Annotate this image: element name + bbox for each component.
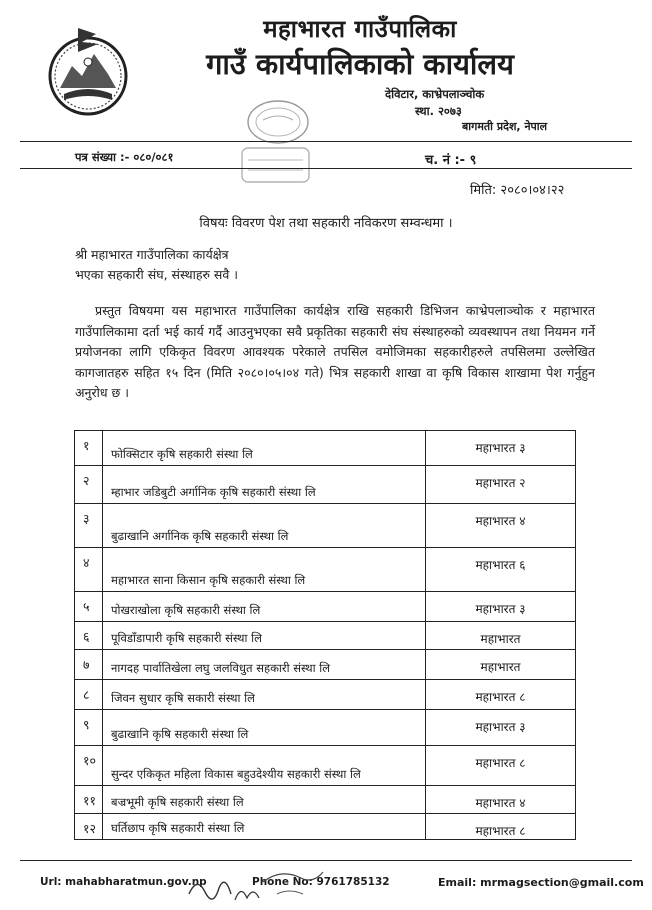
row-number: ११ bbox=[75, 786, 103, 813]
cooperative-name: बुढाखानि अर्गानिक कृषि सहकारी संस्था लि bbox=[103, 504, 426, 547]
cooperative-name: पोखराखोला कृषि सहकारी संस्था लि bbox=[103, 592, 426, 621]
cooperative-name: सुन्दर एकिकृत महिला विकास बहुउदेश्यीय सहकारी संस्था लि bbox=[103, 746, 426, 785]
table-row bbox=[75, 745, 575, 785]
footer-email[interactable]: Email: mrmagsection@gmail.com bbox=[438, 876, 644, 889]
ward-location: महाभारत bbox=[480, 632, 521, 646]
ward-location: महाभारत ४ bbox=[475, 514, 526, 528]
handwritten-signature-icon bbox=[185, 864, 330, 908]
ward-location: महाभारत ४ bbox=[475, 796, 526, 810]
letter-date: मिति: २०८०।०४।२२ bbox=[470, 183, 565, 198]
header-bottom-divider bbox=[20, 168, 632, 169]
footer-url[interactable]: Url: mahabharatmun.gov.np bbox=[40, 876, 207, 888]
row-number: ८ bbox=[75, 680, 103, 709]
letter-number: पत्र संख्या :- ०८०/०८१ bbox=[75, 150, 174, 164]
office-name: गाउँ कार्यपालिकाको कार्यालय bbox=[206, 47, 514, 81]
ward-location: महाभारत २ bbox=[475, 476, 526, 490]
cooperative-name: फोक्सिटार कृषि सहकारी संस्था लि bbox=[103, 431, 426, 465]
table-row bbox=[75, 621, 575, 649]
ward-location: महाभारत ८ bbox=[475, 824, 526, 838]
cooperative-name: नागदह पार्वातिखेला लघु जलविधुत सहकारी संस्था लि bbox=[103, 650, 426, 679]
table-row bbox=[75, 591, 575, 621]
nepal-emblem-icon bbox=[42, 18, 134, 122]
chalani-number: च. नं :- ९ bbox=[425, 153, 477, 168]
table-row bbox=[75, 503, 575, 547]
table-row bbox=[75, 547, 575, 591]
footer-divider bbox=[20, 860, 632, 861]
letter-subject: विषयः विवरण पेश तथा सहकारी नविकरण सम्वन्धमा । bbox=[199, 216, 453, 231]
row-number: १ bbox=[75, 431, 103, 465]
ward-location: महाभारत ३ bbox=[475, 720, 526, 734]
table-row bbox=[75, 649, 575, 679]
table-row bbox=[75, 785, 575, 813]
footer-phone: Phone No: 9761785132 bbox=[252, 876, 390, 888]
office-stamp-icon bbox=[243, 98, 313, 146]
cooperative-name: घर्तिछाप कृषि सहकारी संस्था लि bbox=[103, 814, 426, 839]
table-row bbox=[75, 709, 575, 745]
province-label: बागमती प्रदेश, नेपाल bbox=[462, 120, 548, 133]
cooperative-name: पूविडाँडापारी कृषि सहकारी संस्था लि bbox=[103, 622, 426, 649]
address-line-1: देविटार, काभ्रेपलाञ्चोक bbox=[385, 87, 485, 101]
table-row bbox=[75, 431, 575, 465]
ward-location: महाभारत bbox=[480, 660, 521, 674]
ward-location: महाभारत ३ bbox=[475, 441, 526, 455]
row-number: १२ bbox=[75, 814, 103, 839]
cooperative-name: म्हाभार जडिबुटी अर्गानिक कृषि सहकारी संस्था लि bbox=[103, 466, 426, 503]
recipient-line-1: श्री महाभारत गाउँपालिका कार्यक्षेत्र bbox=[75, 247, 229, 262]
cooperative-name: जिवन सुधार कृषि सकारी संस्था लि bbox=[103, 680, 426, 709]
ward-location: महाभारत ८ bbox=[475, 690, 526, 704]
row-number: ९ bbox=[75, 710, 103, 745]
ward-location: महाभारत ६ bbox=[475, 558, 526, 572]
table-row bbox=[75, 813, 575, 839]
cooperatives-table bbox=[74, 430, 576, 840]
municipality-name: महाभारत गाउँपालिका bbox=[263, 15, 457, 43]
address-line-2: स्था. २०७३ bbox=[415, 104, 462, 118]
row-number: ७ bbox=[75, 650, 103, 679]
table-row bbox=[75, 465, 575, 503]
table-row bbox=[75, 679, 575, 709]
cooperative-name: बज्रभूमी कृषि सहकारी संस्था लि bbox=[103, 786, 426, 813]
row-number: ६ bbox=[75, 622, 103, 649]
row-number: २ bbox=[75, 466, 103, 503]
recipient-line-2: भएका सहकारी संघ, संस्थाहरु सवै । bbox=[75, 267, 239, 282]
header-divider bbox=[20, 141, 632, 142]
row-number: ५ bbox=[75, 592, 103, 621]
letter-body: प्रस्तुत विषयमा यस महाभारत गाउँपालिका कार्यक्षेत्र राखि सहकारी डिभिजन काभ्रेपलाञ्चोक र महाभारत गाउँपालिकामा दर्ता भई कार्य गर्दै आउनुभएका सवै प्रकृतिका सहकारी संघ संस्थाहरुको व्यवस्थापन तथा नियमन गर्ने प्रयोजनका लागि एकिकृत विवरण आवश्यक परेकाले तपसिल वमोजिमका सहकारीहरुले तपसिलमा उल्लेखित कागजातहरु सहित १५ दिन (मिति २०८०।०५।०४ गते) भित्र सहकारी शाखा वा कृषि विकास शाखामा पेश गर्नुहुन अनुरोध छ । bbox=[75, 303, 595, 400]
ward-location: महाभारत ३ bbox=[475, 602, 526, 616]
row-number: ४ bbox=[75, 548, 103, 591]
cooperative-name: बुढाखानि कृषि सहकारी संस्था लि bbox=[103, 710, 426, 745]
ward-location: महाभारत ८ bbox=[475, 756, 526, 770]
registration-stamp-icon bbox=[238, 144, 313, 186]
cooperative-name: महाभारत साना किसान कृषि सहकारी संस्था लि bbox=[103, 548, 426, 591]
row-number: १० bbox=[75, 746, 103, 785]
row-number: ३ bbox=[75, 504, 103, 547]
